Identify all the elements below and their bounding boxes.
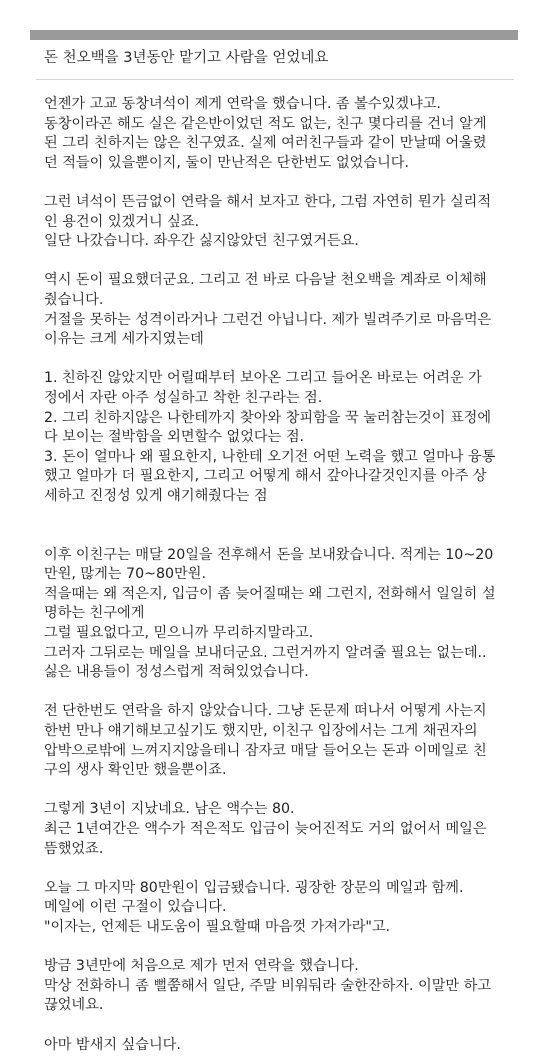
paragraph-3 xyxy=(44,271,524,349)
paragraph-gap xyxy=(44,350,524,370)
paragraph-gap xyxy=(44,252,524,272)
paragraph-gap xyxy=(44,1016,524,1036)
text-line: 이유는 크게 세가지였는데 xyxy=(44,331,204,348)
paragraph-9 xyxy=(44,957,524,1016)
text-line: 만원, 많게는 70~80만원. xyxy=(44,566,206,583)
paragraph-7 xyxy=(44,800,524,859)
paragraph-8 xyxy=(44,879,524,938)
paragraph-2 xyxy=(44,193,524,252)
text-line: 최근 1년여간은 액수가 적은적도 입금이 늦어진적도 거의 없어서 메일은 xyxy=(44,820,487,837)
text-line: 1. 친하진 않았지만 어릴때부터 보아온 그리고 들어온 바로는 어려운 가 xyxy=(44,370,482,387)
text-line: 적을때는 왜 적은지, 입금이 좀 늦어질때는 왜 그런지, 전화해서 일일히 설 xyxy=(44,585,496,602)
text-line: 일단 나갔습니다. 좌우간 싫지않았던 친구였거든요. xyxy=(44,233,359,250)
text-line: 다 보이는 절박함을 외면할수 없었다는 점. xyxy=(44,429,305,446)
paragraph-gap xyxy=(44,859,524,879)
text-line: 싫은 내용들이 정성스럽게 적혀있었습니다. xyxy=(44,664,309,681)
text-line: 오늘 그 마지막 80만원이 입금됐습니다. 굉장한 장문의 메일과 함께. xyxy=(44,879,464,896)
text-line: 방금 3년만에 처음으로 제가 먼저 연락을 했습니다. xyxy=(44,958,359,975)
text-line: 세하고 진정성 있게 얘기해줬다는 점 xyxy=(44,487,268,504)
text-line: 압박으로밖에 느껴지지않을테니 잠자코 매달 들어오는 돈과 이메일로 친 xyxy=(44,742,487,759)
post-title: 돈 천오백을 3년동안 맡기고 사람을 얻었네요 xyxy=(44,50,329,66)
text-line: 뜸했었죠. xyxy=(44,840,104,857)
text-line: 그런 녀석이 뜬금없이 연락을 해서 보자고 한다, 그럼 자연히 뭔가 실리적 xyxy=(44,193,492,210)
text-line: 2. 그리 친하지않은 나한테까지 찾아와 창피함을 꾹 눌러참는것이 표정에 xyxy=(44,409,492,426)
text-line: 줬습니다. xyxy=(44,291,104,308)
paragraph-gap xyxy=(44,506,524,545)
paragraph-4 xyxy=(44,369,524,506)
text-line: 구의 생사 확인만 했을뿐이죠. xyxy=(44,762,227,779)
text-line: 그렇게 3년이 지났네요. 남은 액수는 80. xyxy=(44,801,295,818)
text-line: 명하는 친구에게 xyxy=(44,605,145,622)
text-line: 막상 전화하니 좀 뻘쭘해서 일단, 주말 비워둬라 술한잔하자. 이말만 하고 xyxy=(44,977,492,994)
text-line: 동창이라곤 해도 실은 같은반이었던 적도 없는, 친구 몇다리를 건너 알게 xyxy=(44,115,487,132)
paragraph-gap xyxy=(44,683,524,703)
text-line: 인 용건이 있겠거니 싶죠. xyxy=(44,213,200,230)
text-line: 했고 얼마가 더 필요한지, 그리고 어떻게 해서 갚아나갈것인지를 아주 상 xyxy=(44,468,487,485)
paragraph-gap xyxy=(44,938,524,958)
text-line: 이후 이친구는 매달 20일을 전후해서 돈을 보내왔습니다. 적게는 10~20 xyxy=(44,546,494,563)
title-divider xyxy=(36,79,514,80)
paragraph-6 xyxy=(44,702,524,780)
text-line: 된 그리 친하지는 않은 친구였죠. 실제 여러친구들과 같이 만날때 어울렸 xyxy=(44,135,487,152)
paragraph-10 xyxy=(44,1036,524,1056)
text-line: 역시 돈이 필요했더군요. 그리고 전 바로 다음날 천오백을 계좌로 이체해 xyxy=(44,272,487,289)
paragraph-gap xyxy=(44,781,524,801)
text-line: 던 적들이 있을뿐이지, 둘이 만난적은 단한번도 없었습니다. xyxy=(44,154,410,171)
paragraph-5 xyxy=(44,546,524,683)
text-line: 언젠가 고교 동창녀석이 제게 연락을 했습니다. 좀 볼수있겠냐고. xyxy=(44,96,441,112)
text-line: 그럴 필요없다고, 믿으니까 무리하지말라고. xyxy=(44,625,314,642)
text-line: 아마 밤새지 싶습니다. xyxy=(44,1036,181,1053)
text-line: 거절을 못하는 성격이라거나 그런건 아닙니다. 제가 빌려주기로 마음먹은 xyxy=(44,311,492,328)
text-line: 전 단한번도 연락을 하지 않았습니다. 그냥 돈문제 떠나서 어떻게 사는지 xyxy=(44,703,487,720)
paragraph-1 xyxy=(44,95,524,173)
text-line: 그러자 그뒤로는 메일을 보내더군요. 그런거까지 알려줄 필요는 없는데.. xyxy=(44,644,487,661)
paragraph-gap xyxy=(44,173,524,193)
text-line: 3. 돈이 얼마나 왜 필요한지, 나한테 오기전 어떤 노력을 했고 얼마나 융통 xyxy=(44,448,496,465)
text-line: 한번 만나 얘기해보고싶기도 했지만, 이친구 입장에서는 그게 채권자의 xyxy=(44,723,478,739)
text-line: 정에서 자란 아주 성실하고 착한 친구라는 점. xyxy=(44,389,323,406)
text-line: 끊었네요. xyxy=(44,997,104,1014)
top-header-bar xyxy=(30,30,518,40)
text-line: 메일에 이런 구절이 있습니다. xyxy=(44,899,227,916)
post-body xyxy=(44,95,524,1055)
text-line: "이자는, 언제든 내도움이 필요할때 마음껏 가져가라"고. xyxy=(44,918,391,935)
